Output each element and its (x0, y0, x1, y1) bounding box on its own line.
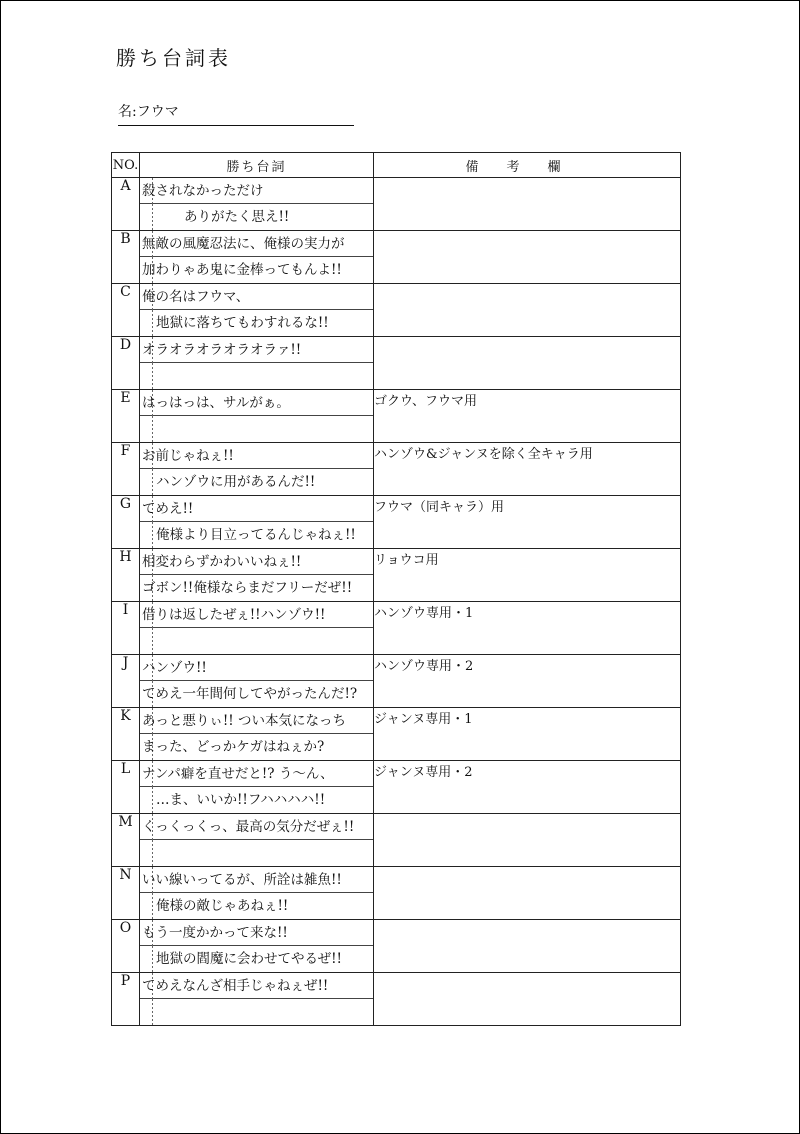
row-number: O (112, 920, 140, 973)
page-title: 勝ち台詞表 (116, 46, 231, 70)
note-cell (374, 867, 681, 920)
quote-cell (140, 920, 374, 973)
row-number: G (112, 496, 140, 549)
quote-line-2 (140, 840, 373, 866)
table-row (112, 178, 681, 231)
quote-line-2: ゴボン!!俺様ならまだフリーだぜ!! (140, 575, 373, 601)
quote-line-2 (140, 363, 373, 389)
header-no: NO. (112, 153, 140, 178)
win-quote-table (111, 152, 681, 1030)
quote-line-2: 俺様の敵じゃあねぇ!! (140, 893, 373, 919)
quote-line-2: 地獄に落ちてもわすれるな!! (140, 310, 373, 336)
row-number: F (112, 443, 140, 496)
row-number: B (112, 231, 140, 284)
quote-line-2 (140, 628, 373, 654)
row-number: H (112, 549, 140, 602)
table-row (112, 231, 681, 284)
table-row (112, 655, 681, 708)
row-number: I (112, 602, 140, 655)
quote-line-1: ハンゾウ!! (140, 655, 373, 681)
row-number: K (112, 708, 140, 761)
quote-line-1: ナンパ癖を直せだと!? う〜ん、 (140, 761, 373, 787)
note-cell: ジャンヌ専用・2 (374, 761, 681, 814)
table-row (112, 496, 681, 549)
quote-line-1: いい線いってるが、所詮は雑魚!! (140, 867, 373, 893)
note-cell (374, 284, 681, 337)
quote-cell (140, 867, 374, 920)
quote-line-2: 地獄の閻魔に会わせてやるぜ!! (140, 946, 373, 972)
quote-line-1: もう一度かかって来な!! (140, 920, 373, 946)
quote-line-1: 殺されなかっただけ (140, 178, 373, 204)
quote-cell (140, 973, 374, 1026)
quote-cell (140, 761, 374, 814)
character-name-label: 名:フウマ (118, 104, 179, 120)
table-row (112, 867, 681, 920)
quote-cell (140, 708, 374, 761)
note-cell: ハンゾウ専用・1 (374, 602, 681, 655)
quote-cell (140, 337, 374, 390)
character-name-field (118, 101, 354, 126)
quote-cell (140, 443, 374, 496)
row-number: E (112, 390, 140, 443)
quote-line-1: あっと悪りぃ!! つい本気になっち (140, 708, 373, 734)
quote-line-1: 俺の名はフウマ、 (140, 284, 373, 310)
note-cell (374, 814, 681, 867)
row-number: D (112, 337, 140, 390)
note-cell (374, 178, 681, 231)
quote-line-1: 借りは返したぜぇ!!ハンゾウ!! (140, 602, 373, 628)
quote-line-1: 無敵の風魔忍法に、俺様の実力が (140, 231, 373, 257)
quote-cell (140, 390, 374, 443)
table-row (112, 761, 681, 814)
quote-line-1: てめえなんざ相手じゃねぇぜ!! (140, 973, 373, 999)
quote-line-2: ありがたく思え!! (140, 204, 373, 230)
note-cell: ハンゾウ専用・2 (374, 655, 681, 708)
quote-cell (140, 496, 374, 549)
table-row (112, 443, 681, 496)
note-cell (374, 920, 681, 973)
row-number: J (112, 655, 140, 708)
table-row (112, 814, 681, 867)
quote-cell (140, 602, 374, 655)
note-cell (374, 973, 681, 1026)
quote-line-2: ハンゾウに用があるんだ!! (140, 469, 373, 495)
row-number: M (112, 814, 140, 867)
quote-cell (140, 549, 374, 602)
quote-line-1: オラオラオラオラオラァ!! (140, 337, 373, 363)
quote-line-1: 相変わらずかわいいねぇ!! (140, 549, 373, 575)
quote-cell (140, 814, 374, 867)
table-row (112, 920, 681, 973)
quote-line-1: お前じゃねぇ!! (140, 443, 373, 469)
note-cell (374, 337, 681, 390)
row-number: N (112, 867, 140, 920)
table-row (112, 549, 681, 602)
quote-grid (111, 152, 681, 1026)
row-number: A (112, 178, 140, 231)
quote-line-2: まった、どっかケガはねぇか? (140, 734, 373, 760)
quote-line-2 (140, 999, 373, 1025)
quote-line-2: …ま、いいか!!フハハハハ!! (140, 787, 373, 813)
quote-cell (140, 231, 374, 284)
table-row (112, 708, 681, 761)
note-cell: ジャンヌ専用・1 (374, 708, 681, 761)
note-cell: ゴクウ、フウマ用 (374, 390, 681, 443)
row-number: L (112, 761, 140, 814)
header-quote: 勝ち台詞 (140, 153, 374, 178)
quote-line-2 (140, 416, 373, 442)
quote-line-1: くっくっくっ、最高の気分だぜぇ!! (140, 814, 373, 840)
quote-line-2: 加わりゃあ鬼に金棒ってもんよ!! (140, 257, 373, 283)
note-cell (374, 231, 681, 284)
table-header-row (112, 153, 681, 178)
table-row (112, 602, 681, 655)
row-number: C (112, 284, 140, 337)
note-cell: リョウコ用 (374, 549, 681, 602)
quote-line-1: てめえ!! (140, 496, 373, 522)
quote-cell (140, 655, 374, 708)
header-note: 備考欄 (374, 153, 681, 178)
table-row (112, 390, 681, 443)
table-row (112, 284, 681, 337)
note-cell: フウマ（同キャラ）用 (374, 496, 681, 549)
quote-line-2: てめえ一年間何してやがったんだ!? (140, 681, 373, 707)
quote-cell (140, 284, 374, 337)
table-row (112, 973, 681, 1026)
row-number: P (112, 973, 140, 1026)
table-row (112, 337, 681, 390)
note-cell: ハンゾウ&ジャンヌを除く全キャラ用 (374, 443, 681, 496)
quote-cell (140, 178, 374, 231)
quote-line-2: 俺様より目立ってるんじゃねぇ!! (140, 522, 373, 548)
quote-line-1: はっはっは、サルがぁ。 (140, 390, 373, 416)
